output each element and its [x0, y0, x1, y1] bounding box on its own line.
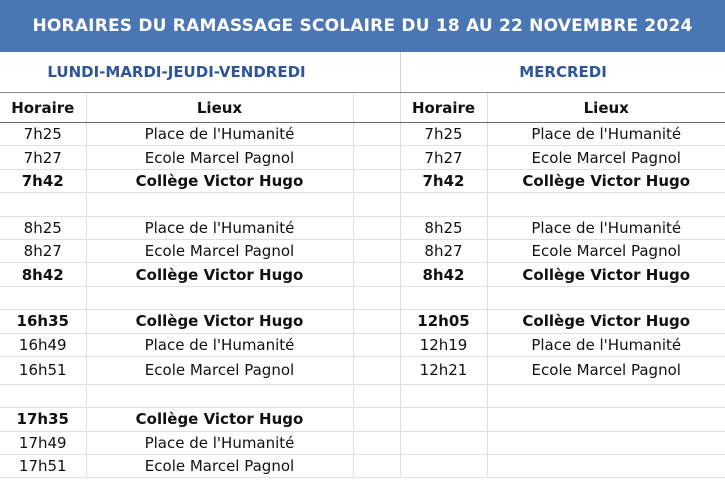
time-cell	[0, 193, 86, 216]
gap-cell	[353, 216, 400, 239]
place-cell: Place de l'Humanité	[86, 123, 353, 146]
place-cell: Ecole Marcel Pagnol	[86, 356, 353, 384]
place-cell	[487, 384, 725, 407]
place-cell: Collège Victor Hugo	[487, 263, 725, 286]
gap-cell	[353, 356, 400, 384]
column-header-lieux: Lieux	[487, 93, 725, 123]
place-cell	[86, 193, 353, 216]
schedule-row	[0, 123, 725, 146]
time-cell	[400, 408, 487, 431]
place-cell	[487, 455, 725, 478]
time-cell: 12h21	[400, 356, 487, 384]
schedule-row	[0, 263, 725, 286]
place-cell: Ecole Marcel Pagnol	[487, 356, 725, 384]
schedule-row	[0, 193, 725, 216]
schedule-row	[0, 286, 725, 309]
column-header-row	[0, 93, 725, 123]
time-cell	[400, 455, 487, 478]
gap-cell	[353, 123, 400, 146]
place-cell: Place de l'Humanité	[487, 123, 725, 146]
time-cell: 16h49	[0, 333, 86, 356]
schedule-row	[0, 216, 725, 239]
time-cell: 8h27	[400, 239, 487, 262]
place-cell	[487, 286, 725, 309]
gap-cell	[353, 333, 400, 356]
time-cell: 7h27	[0, 146, 86, 169]
time-cell: 17h49	[0, 431, 86, 454]
schedule-row	[0, 408, 725, 431]
column-header-lieux: Lieux	[86, 93, 353, 123]
place-cell: Ecole Marcel Pagnol	[86, 239, 353, 262]
place-cell: Collège Victor Hugo	[86, 310, 353, 333]
place-cell: Collège Victor Hugo	[487, 310, 725, 333]
time-cell: 16h35	[0, 310, 86, 333]
place-cell	[487, 408, 725, 431]
gap-cell	[353, 93, 400, 123]
schedule-row	[0, 455, 725, 478]
time-cell: 17h51	[0, 455, 86, 478]
schedule-row	[0, 431, 725, 454]
time-cell: 8h25	[400, 216, 487, 239]
time-cell: 17h35	[0, 408, 86, 431]
gap-cell	[353, 310, 400, 333]
gap-cell	[353, 169, 400, 192]
time-cell	[0, 384, 86, 407]
time-cell: 7h25	[0, 123, 86, 146]
time-cell: 8h27	[0, 239, 86, 262]
time-cell	[400, 193, 487, 216]
schedule-row	[0, 239, 725, 262]
schedule-row	[0, 356, 725, 384]
place-cell	[86, 384, 353, 407]
gap-cell	[353, 239, 400, 262]
gap-cell	[353, 384, 400, 407]
time-cell: 8h42	[400, 263, 487, 286]
schedule-row	[0, 146, 725, 169]
section-title-weekdays: LUNDI-MARDI-JEUDI-VENDREDI	[47, 63, 306, 81]
time-cell: 8h42	[0, 263, 86, 286]
gap-cell	[353, 408, 400, 431]
place-cell: Collège Victor Hugo	[86, 169, 353, 192]
place-cell: Collège Victor Hugo	[487, 169, 725, 192]
time-cell: 7h25	[400, 123, 487, 146]
place-cell: Collège Victor Hugo	[86, 263, 353, 286]
time-cell	[400, 384, 487, 407]
gap-cell	[353, 263, 400, 286]
place-cell	[487, 431, 725, 454]
place-cell: Ecole Marcel Pagnol	[86, 455, 353, 478]
time-cell	[400, 431, 487, 454]
place-cell: Place de l'Humanité	[487, 333, 725, 356]
time-cell: 7h42	[0, 169, 86, 192]
gap-cell	[353, 146, 400, 169]
place-cell	[86, 286, 353, 309]
time-cell: 12h19	[400, 333, 487, 356]
place-cell: Place de l'Humanité	[86, 216, 353, 239]
place-cell: Ecole Marcel Pagnol	[86, 146, 353, 169]
place-cell: Place de l'Humanité	[86, 431, 353, 454]
schedule-row	[0, 310, 725, 333]
section-title-wednesday: MERCREDI	[519, 63, 607, 81]
schedule-table-body	[0, 93, 725, 478]
section-header-row	[0, 52, 725, 93]
place-cell: Ecole Marcel Pagnol	[487, 239, 725, 262]
column-header-horaire: Horaire	[0, 93, 86, 123]
place-cell: Place de l'Humanité	[487, 216, 725, 239]
time-cell: 7h42	[400, 169, 487, 192]
time-cell	[0, 286, 86, 309]
page-title: HORAIRES DU RAMASSAGE SCOLAIRE DU 18 AU 22 NOVEMBRE 2024	[0, 0, 725, 52]
time-cell: 7h27	[400, 146, 487, 169]
schedule-row	[0, 384, 725, 407]
gap-cell	[353, 193, 400, 216]
place-cell: Collège Victor Hugo	[86, 408, 353, 431]
gap-cell	[353, 286, 400, 309]
time-cell: 12h05	[400, 310, 487, 333]
time-cell	[400, 286, 487, 309]
time-cell: 8h25	[0, 216, 86, 239]
schedule-row	[0, 169, 725, 192]
column-header-horaire: Horaire	[400, 93, 487, 123]
gap-cell	[353, 455, 400, 478]
place-cell: Place de l'Humanité	[86, 333, 353, 356]
schedule-row	[0, 333, 725, 356]
schedule-table	[0, 93, 725, 478]
gap-cell	[353, 431, 400, 454]
place-cell: Ecole Marcel Pagnol	[487, 146, 725, 169]
time-cell: 16h51	[0, 356, 86, 384]
place-cell	[487, 193, 725, 216]
